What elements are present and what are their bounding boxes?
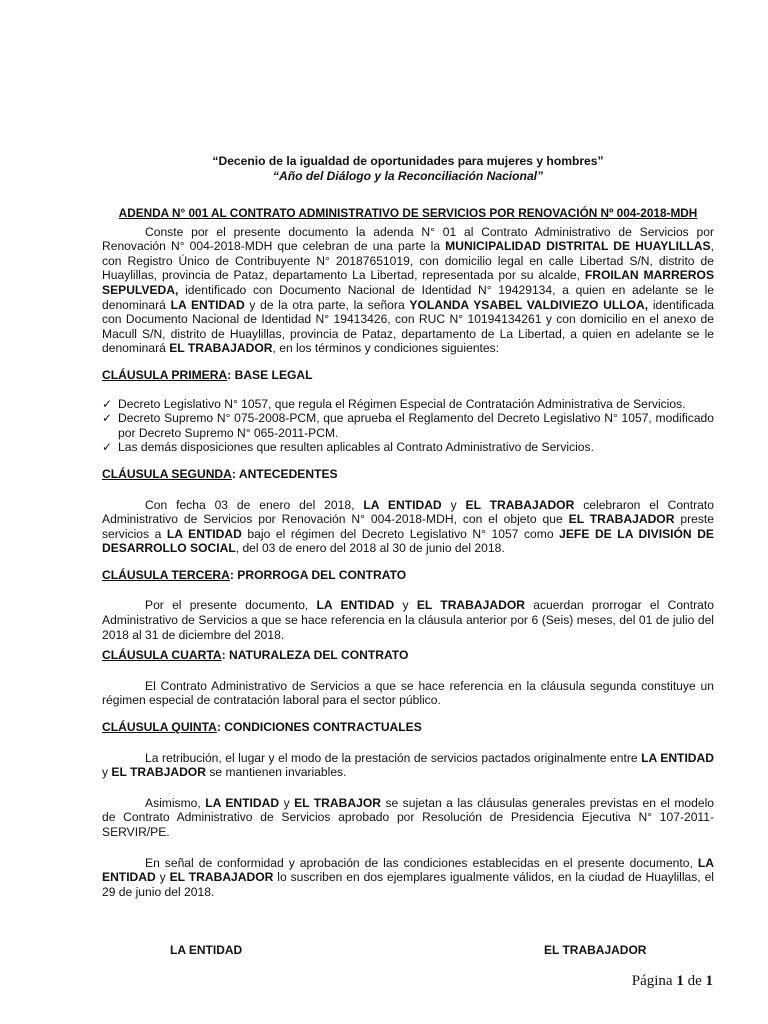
total-pages: 1 <box>705 973 713 989</box>
party-term: LA ENTIDAD <box>641 750 715 765</box>
text: se sujetan a las cláusulas generales previstas en el modelo de Contrato Administrativo de Servicios aprobado por Resolución de Presidencia Ejecutiva N° 107-2011-SERVIR/PE. <box>102 795 714 839</box>
document-body <box>102 154 714 899</box>
list-item <box>102 411 714 440</box>
clause-title: : BASE LEGAL <box>227 367 313 382</box>
clause-5-paragraph-2 <box>102 796 714 840</box>
checkmark-icon: ✓ <box>102 396 113 411</box>
party-term: LA ENTIDAD <box>363 497 442 512</box>
clause-3-paragraph <box>102 598 714 642</box>
party-term: EL TRABAJOR <box>294 795 381 810</box>
signature-label-worker: EL TRABAJADOR <box>544 943 647 957</box>
current-page: 1 <box>676 973 684 989</box>
of-word: de <box>687 973 702 989</box>
party-term: EL TRABAJADOR <box>416 598 525 613</box>
text: y <box>394 598 417 613</box>
text: y <box>155 870 170 885</box>
clause-title: : PRORROGA DEL CONTRATO <box>229 567 407 582</box>
signature-label-entity: LA ENTIDAD <box>170 943 243 957</box>
clause-title: : NATURALEZA DEL CONTRATO <box>221 648 409 663</box>
list-item-text: Decreto Supremo N° 075-2008-PCM, que aprueba el Reglamento del Decreto Legislativo N° 1057, modificado por Decreto Supremo N° 065-2011-PCM. <box>118 411 714 440</box>
legal-basis-list <box>102 397 714 455</box>
header-motto <box>102 154 714 184</box>
text: Por el presente documento, <box>145 598 317 613</box>
clause-5-paragraph-1 <box>102 751 714 780</box>
text: lo suscriben en dos ejemplares igualmente válidos, en la ciudad de Huaylillas, el 29 de junio del 2018. <box>102 870 714 899</box>
checkmark-icon: ✓ <box>102 440 113 455</box>
party-term: LA ENTIDAD <box>170 297 245 312</box>
motto-line-2: “Año del Diálogo y la Reconciliación Nacional” <box>272 169 544 183</box>
text: En señal de conformidad y aprobación de las condiciones establecidas en el presente documento, <box>145 855 698 870</box>
text: Conste por el presente documento la adenda N° 01 al Contrato Administrativo de Servicios por Renovación N° 004-2018-MDH que celebran de una parte la <box>102 224 714 254</box>
page-number <box>632 973 713 990</box>
list-item-text: Decreto Legislativo N° 1057, que regula el Régimen Especial de Contratación Administrativa de Servicios. <box>118 396 686 411</box>
party-term: EL TRABAJADOR <box>568 512 675 527</box>
list-item-text: Las demás disposiciones que resulten aplicables al Contrato Administrativo de Servicios. <box>118 440 594 455</box>
clause-4-heading <box>102 648 714 663</box>
party-term: EL TRABJADOR <box>111 765 206 780</box>
text: , en los términos y condiciones siguientes: <box>272 341 500 356</box>
motto-line-1: “Decenio de la igualdad de oportunidades para mujeres y hombres” <box>212 154 604 168</box>
text: celebraron el Contrato Administrativo de Servicios por Renovación N° 004-2018-MDH, con el objeto que <box>102 497 714 527</box>
list-item <box>102 397 714 412</box>
party-term: LA ENTIDAD <box>316 598 395 613</box>
intro-paragraph <box>102 225 714 356</box>
text: , del 03 de enero del 2018 al 30 de junio del 2018. <box>235 541 505 556</box>
party-term: LA ENTIDAD <box>205 795 280 810</box>
text: y <box>279 795 295 810</box>
party-name: MUNICIPALIDAD DISTRITAL DE HUAYLILLAS <box>445 239 711 254</box>
position-title: JEFE DE LA DIVISIÓN DE DESARROLLO SOCIAL <box>102 526 714 556</box>
clause-5-heading <box>102 720 714 735</box>
clause-2-heading <box>102 467 714 482</box>
clause-label: CLÁUSULA PRIMERA <box>102 367 228 382</box>
page-word: Página <box>631 973 673 989</box>
clause-3-heading <box>102 568 714 583</box>
checkmark-icon: ✓ <box>102 411 113 426</box>
text: Con fecha 03 de enero del 2018, <box>145 497 364 512</box>
clause-title: : ANTECEDENTES <box>231 466 338 481</box>
text: se mantienen invariables. <box>205 765 347 780</box>
party-term: LA ENTIDAD <box>166 526 242 541</box>
text: acuerdan prorrogar el Contrato Administrativo de Servicios a que se hace referencia en la cláusula anterior por 6 (Seis) meses, del 01 de julio del 2018 al 31 de diciembre del 2018. <box>102 598 714 642</box>
clause-2-paragraph <box>102 498 714 556</box>
clause-label: CLÁUSULA TERCERA <box>102 567 230 582</box>
text: La retribución, el lugar y el modo de la prestación de servicios pactados originalmente entre <box>145 750 642 765</box>
text: identificada con Documento Nacional de Identidad N° 19413426, con RUC N° 10194134261 y con domicilio en el anexo de Macull S/N, distrito de Huaylillas, provincia de Pataz, departamento de La Libertad, a quien en adelante se le denominará <box>102 297 715 356</box>
party-term: EL TRABAJADOR <box>465 497 575 512</box>
clause-4-paragraph: El Contrato Administrativo de Servicios a que se hace referencia en la cláusula segunda constituye un régimen especial de contratación laboral para el sector público. <box>102 678 714 708</box>
text: preste servicios a <box>102 512 714 541</box>
party-term: EL TRABAJADOR <box>169 870 274 885</box>
clause-title: : CONDICIONES CONTRACTUALES <box>216 720 422 735</box>
document-title: ADENDA N° 001 AL CONTRATO ADMINISTRATIVO DE SERVICIOS POR RENOVACIÓN Nº 004-2018-MDH <box>118 206 698 220</box>
text: identificado con Documento Nacional de Identidad N° 19429134, a quien en adelante se le denominará <box>102 282 714 312</box>
clause-label: CLÁUSULA CUARTA <box>102 648 222 663</box>
text: y <box>102 765 112 780</box>
worker-name: YOLANDA YSABEL VALDIVIEZO ULLOA, <box>409 297 649 312</box>
text: , con Registro Único de Contribuyente N° 20187651019, con domicilio legal en calle Libertad S/N, distrito de Huaylillas, provincia de Pataz, departamento La Libertad, representada por su alcalde, <box>102 239 714 283</box>
clause-label: CLÁUSULA SEGUNDA <box>102 466 232 481</box>
text: y <box>441 497 466 512</box>
mayor-name: FROILAN MARREROS SEPULVEDA, <box>102 268 715 297</box>
text: bajo el régimen del Decreto Legislativo N° 1057 como <box>241 526 560 541</box>
clause-5-paragraph-3 <box>102 856 714 900</box>
party-term: LA ENTIDAD <box>102 855 714 885</box>
text: y de la otra parte, la señora <box>244 297 410 312</box>
party-term: EL TRABAJADOR <box>169 341 273 356</box>
text: Asimismo, <box>145 795 206 810</box>
list-item <box>102 440 714 455</box>
clause-1-heading <box>102 368 714 383</box>
clause-label: CLÁUSULA QUINTA <box>102 720 217 735</box>
